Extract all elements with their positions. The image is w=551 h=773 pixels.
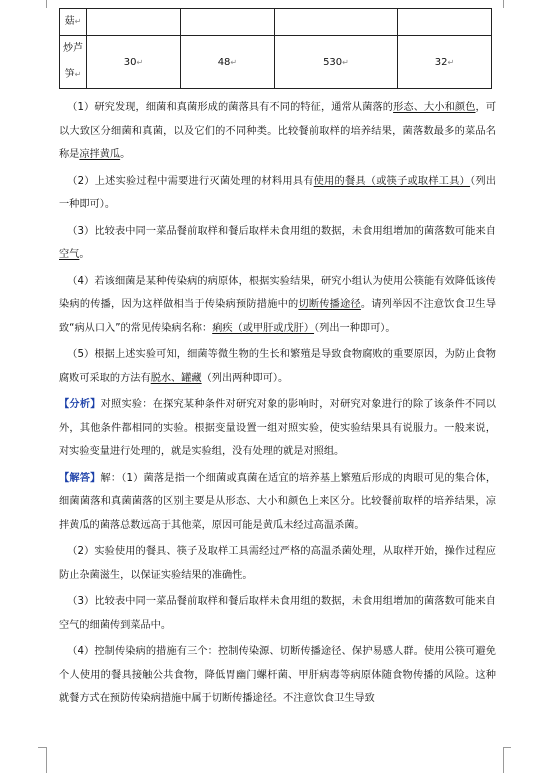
table-row	[60, 9, 492, 36]
results-table	[59, 8, 492, 89]
analysis-tag: 【分析】	[59, 399, 101, 410]
crop-mark-top-left	[46, 0, 47, 8]
question-5: （5）根据上述实验可知，细菌等微生物的生长和繁殖是导致食物腐败的重要原因，为防止食物腐败可采取的方法有脱水、罐藏（列出两种即可）。	[59, 349, 496, 384]
crop-mark-bottom-left	[38, 747, 46, 748]
table-cell: 530↵	[274, 36, 397, 89]
solution-part-4: （4）控制传染病的措施有三个：控制传染源、切断传播途径、保护易感人群。使用公筷可避免个人使用的餐具接触公共食物，降低胃幽门螺杆菌、甲肝病毒等病原体随食物传播的风险。这种就餐方式在预防传染病措施中属于切断传播途径。不注意饮食卫生导致	[59, 646, 496, 704]
solution-part-2: （2）实验使用的餐具、筷子及取样工具需经过严格的高温杀菌处理，从取样开始，操作过程应防止杂菌滋生，以保证实验结果的准确性。	[59, 546, 496, 581]
crop-mark-bottom-left-vertical	[46, 747, 47, 773]
answer-blank: 凉拌黄瓜	[79, 149, 121, 160]
table-cell: 48↵	[180, 36, 274, 89]
answer-blank: 痢疾（或甲肝或戊肝）	[212, 322, 315, 334]
table-cell	[87, 9, 181, 36]
question-3: （3）比较表中同一菜品餐前取样和餐后取样未食用组的数据，未食用组增加的菌落数可能来自空气。	[59, 225, 496, 260]
answer-blank: 切断传播途径	[298, 299, 361, 310]
analysis-paragraph: 【分析】对照实验：在探究某种条件对研究对象的影响时，对研究对象进行的除了该条件不同以外，其他条件都相同的实验。根据变量设置一组对照实验，使实验结果具有说服力。一般来说，对实验变量进行处理的，就是实验组，没有处理的就是对照组。	[59, 399, 496, 457]
crop-mark-bottom-right	[503, 747, 511, 748]
table-cell: 32↵	[398, 36, 492, 89]
document-body	[59, 96, 496, 714]
answer-blank: 空气	[59, 249, 80, 260]
table-cell	[180, 9, 274, 36]
table-cell	[398, 9, 492, 36]
table-cell: 30↵	[87, 36, 181, 89]
answer-blank: 脱水、罐藏	[150, 372, 202, 384]
question-1: （1）研究发现，细菌和真菌形成的菌落具有不同的特征，通常从菌落的形态、大小和颜色，可以大致区分细菌和真菌，以及它们的不同种类。比较餐前取样的培养结果，菌落数最多的菜品名称是凉拌黄瓜。	[59, 102, 497, 160]
answer-blank: 形态、大小和颜色	[393, 102, 476, 113]
answer-blank: 使用的餐具（或筷子或取样工具）	[313, 175, 471, 187]
solution-tag: 【解答】	[59, 472, 101, 484]
crop-mark-bottom-right-vertical	[503, 747, 504, 773]
dish-name-cell: 炒芦笋↵	[60, 36, 87, 89]
crop-mark-top-right	[503, 0, 504, 8]
table-row	[60, 36, 492, 89]
dish-name-cell: 菇↵	[60, 9, 87, 36]
solution-paragraph: 【解答】解：（1）菌落是指一个细菌或真菌在适宜的培养基上繁殖后形成的肉眼可见的集合体，细菌菌落和真菌菌落的区别主要是从形态、大小和颜色上来区分。比较餐前取样的培养结果，凉拌黄瓜的菌落总数远高于其他菜，原因可能是黄瓜未经过高温杀菌。	[59, 472, 497, 531]
solution-part-3: （3）比较表中同一菜品餐前取样和餐后取样未食用组的数据，未食用组增加的菌落数可能来自空气的细菌传到菜品中。	[59, 596, 496, 631]
question-2: （2）上述实验过程中需要进行灭菌处理的材料用具有使用的餐具（或筷子或取样工具）（列出一种即可）。	[59, 175, 497, 210]
table-cell	[274, 9, 397, 36]
question-4: （4）若该细菌是某种传染病的病原体，根据实验结果，研究小组认为使用公筷能有效降低该传染病的传播，因为这样做相当于传染病预防措施中的切断传播途径。请列举因不注意饮食卫生导致“病从口入”的常见传染病名称：痢疾（或甲肝或戊肝）（列出一种即可）。	[59, 275, 497, 334]
